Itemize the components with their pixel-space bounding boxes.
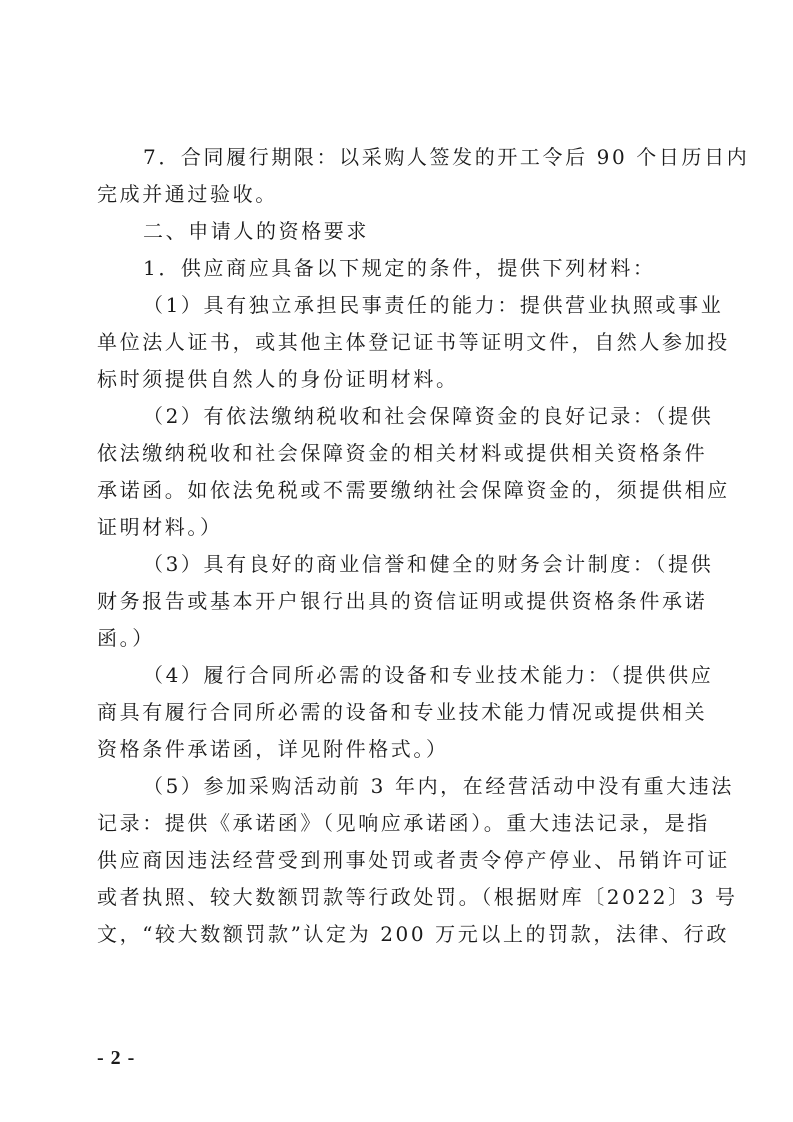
text-line: 证明材料。） <box>97 515 223 539</box>
text-line: 完成并通过验收。 <box>97 182 278 206</box>
text-line-sub-5: （5）参加采购活动前 3 年内，在经营活动中没有重大违法 <box>143 774 734 798</box>
text-line-sub-4: （4）履行合同所必需的设备和专业技术能力：（提供供应 <box>143 663 714 687</box>
text-line-item-7: 7．合同履行期限：以采购人签发的开工令后 90 个日历日内 <box>143 145 750 169</box>
text-line: 标时须提供自然人的身份证明材料。 <box>97 367 459 391</box>
text-line-sub-2: （2）有依法缴纳税收和社会保障资金的良好记录：（提供 <box>143 404 714 428</box>
page-number: - 2 - <box>97 1047 136 1069</box>
text-line: 供应商因违法经营受到刑事处罚或者责令停产停业、吊销许可证 <box>97 848 730 872</box>
text-line: 函。） <box>97 626 155 650</box>
text-line-sub-3: （3）具有良好的商业信誉和健全的财务会计制度：（提供 <box>143 552 714 576</box>
text-line: 商具有履行合同所必需的设备和专业技术能力情况或提供相关 <box>97 700 708 724</box>
text-line: 文，“较大数额罚款”认定为 200 万元以上的罚款，法律、行政 <box>97 922 729 946</box>
text-line: 财务报告或基本开户银行出具的资信证明或提供资格条件承诺 <box>97 589 708 613</box>
text-line-item-1: 1．供应商应具备以下规定的条件，提供下列材料： <box>143 256 656 280</box>
text-line: 承诺函。如依法免税或不需要缴纳社会保障资金的，须提供相应 <box>97 478 730 502</box>
text-line-sub-1: （1）具有独立承担民事责任的能力：提供营业执照或事业 <box>143 293 724 317</box>
section-heading: 二、申请人的资格要求 <box>143 219 369 243</box>
text-line: 记录：提供《承诺函》（见响应承诺函）。重大违法记录，是指 <box>97 811 710 835</box>
text-line: 资格条件承诺函，详见附件格式。） <box>97 737 449 761</box>
text-line: 单位法人证书，或其他主体登记证书等证明文件，自然人参加投 <box>97 330 730 354</box>
text-line: 或者执照、较大数额罚款等行政处罚。（根据财库〔2022〕3 号 <box>97 885 738 909</box>
text-line: 依法缴纳税收和社会保障资金的相关材料或提供相关资格条件 <box>97 441 708 465</box>
